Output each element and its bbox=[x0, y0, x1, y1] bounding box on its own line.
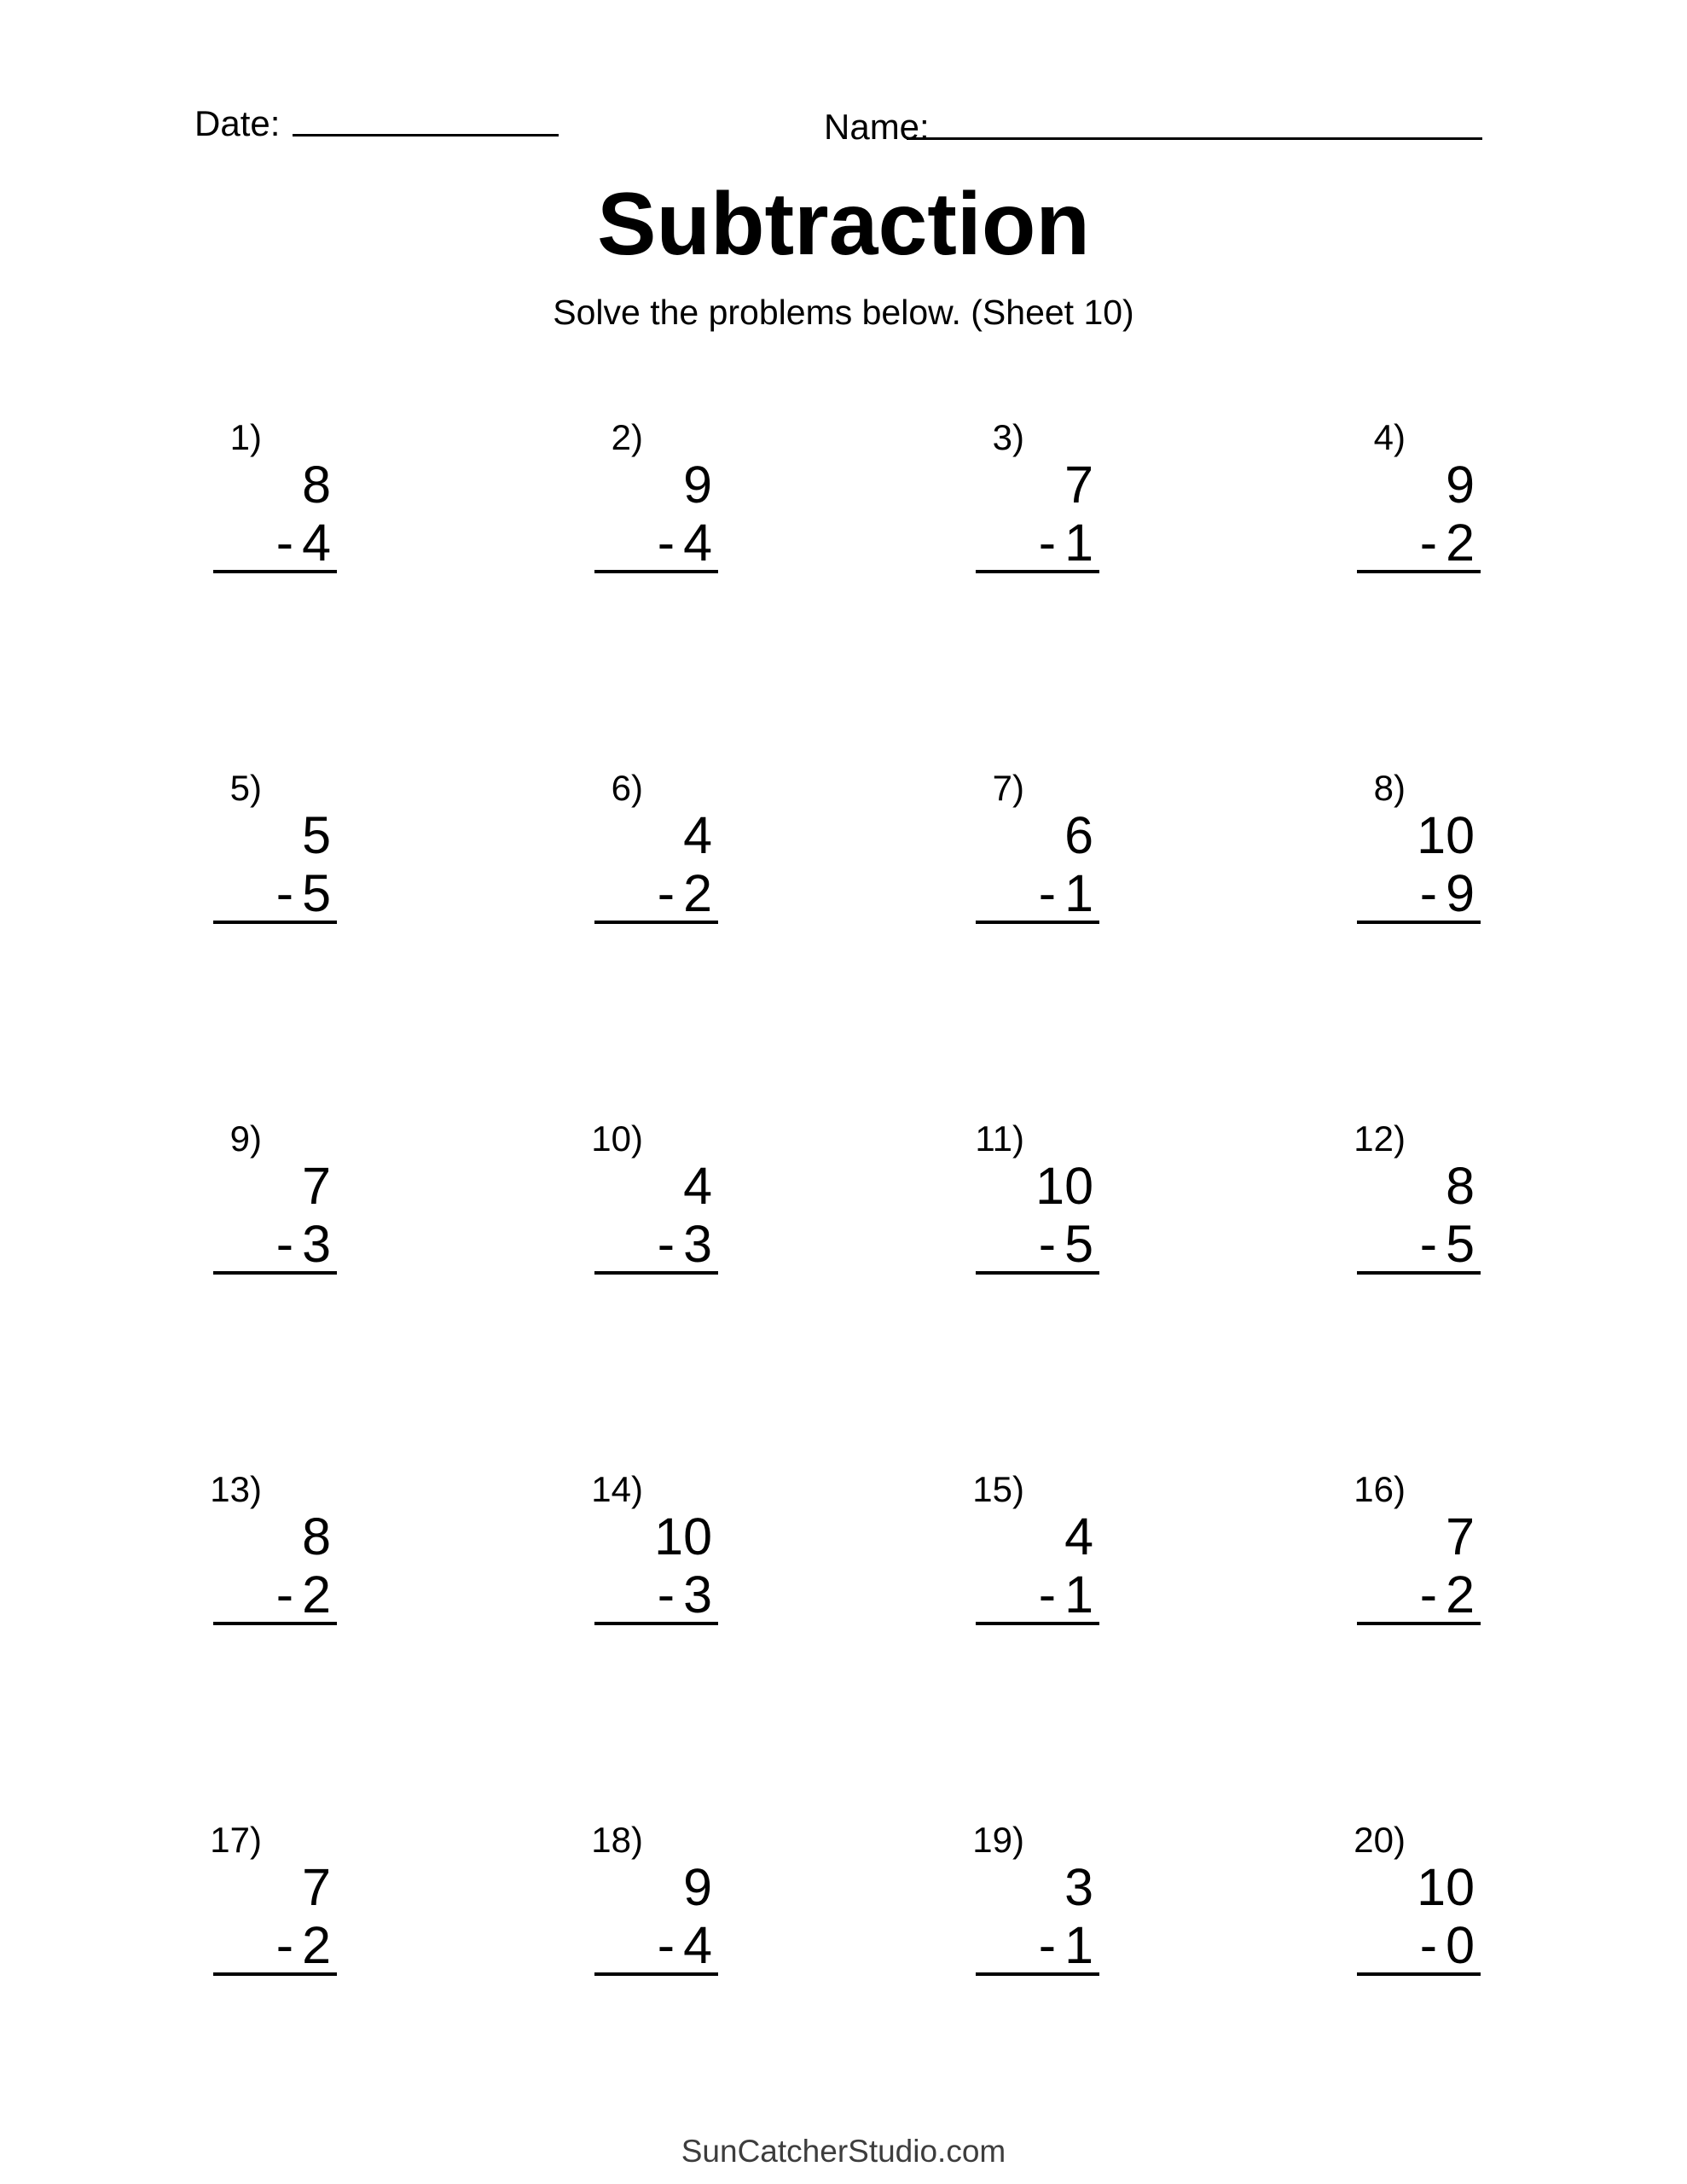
subtraction-row bbox=[1038, 1215, 1093, 1273]
subtraction-row bbox=[275, 864, 331, 922]
minus-operator: - bbox=[1419, 864, 1438, 922]
problem-cell bbox=[1354, 1118, 1481, 1285]
page-subtitle: Solve the problems below. (Sheet 10) bbox=[553, 293, 1134, 332]
subtrahend: 1 bbox=[1064, 864, 1093, 922]
problem-cell bbox=[591, 1118, 718, 1285]
subtrahend: 1 bbox=[1064, 1565, 1093, 1623]
subtrahend: 5 bbox=[1446, 1215, 1475, 1273]
subtraction-row bbox=[657, 1565, 712, 1623]
minuend: 10 bbox=[1417, 806, 1475, 864]
answer-line bbox=[594, 570, 718, 573]
subtraction-row bbox=[657, 1215, 712, 1273]
answer-line bbox=[976, 1622, 1099, 1625]
minus-operator: - bbox=[275, 864, 294, 922]
subtraction-row bbox=[275, 1565, 331, 1623]
subtraction-row bbox=[657, 514, 712, 572]
subtrahend: 0 bbox=[1446, 1916, 1475, 1974]
minus-operator: - bbox=[657, 514, 675, 572]
problem-number: 8) bbox=[1373, 768, 1406, 808]
minuend: 10 bbox=[654, 1507, 712, 1565]
problem-cell bbox=[594, 417, 718, 584]
problem-cell bbox=[1357, 770, 1481, 934]
problem-cell bbox=[594, 770, 718, 934]
minuend: 9 bbox=[683, 1858, 712, 1916]
minus-operator: - bbox=[275, 1916, 294, 1974]
subtraction-row bbox=[657, 864, 712, 922]
problem-number: 12) bbox=[1354, 1118, 1406, 1159]
minuend: 7 bbox=[1064, 456, 1093, 514]
problem-number: 15) bbox=[972, 1469, 1024, 1509]
subtraction-row bbox=[657, 1916, 712, 1974]
answer-line bbox=[976, 1271, 1099, 1275]
answer-line bbox=[1357, 570, 1481, 573]
subtraction-row bbox=[1419, 864, 1475, 922]
problem-number: 5) bbox=[229, 768, 262, 808]
minus-operator: - bbox=[275, 1215, 294, 1273]
minuend: 4 bbox=[1064, 1507, 1093, 1565]
problem-cell bbox=[210, 1469, 337, 1635]
minus-operator: - bbox=[1038, 514, 1057, 572]
minus-operator: - bbox=[1419, 1916, 1438, 1974]
problem-cell bbox=[210, 1820, 337, 1986]
answer-line bbox=[1357, 1271, 1481, 1275]
subtrahend: 2 bbox=[683, 864, 712, 922]
minuend: 10 bbox=[1035, 1157, 1093, 1215]
minus-operator: - bbox=[657, 1916, 675, 1974]
minus-operator: - bbox=[1419, 1215, 1438, 1273]
subtrahend: 1 bbox=[1064, 514, 1093, 572]
problem-number: 9) bbox=[229, 1118, 262, 1159]
answer-line bbox=[594, 921, 718, 924]
subtraction-row bbox=[275, 1215, 331, 1273]
minus-operator: - bbox=[1419, 1565, 1438, 1623]
problem-cell bbox=[591, 1469, 718, 1635]
problem-cell bbox=[213, 1118, 337, 1285]
subtrahend: 9 bbox=[1446, 864, 1475, 922]
problem-cell bbox=[213, 770, 337, 934]
subtrahend: 5 bbox=[302, 864, 331, 922]
minuend: 8 bbox=[302, 456, 331, 514]
answer-line bbox=[594, 1622, 718, 1625]
minuend: 7 bbox=[302, 1858, 331, 1916]
problem-number: 1) bbox=[229, 417, 262, 457]
problem-number: 17) bbox=[210, 1820, 262, 1860]
problem-number: 14) bbox=[591, 1469, 643, 1509]
answer-line bbox=[976, 1972, 1099, 1976]
answer-line bbox=[594, 1972, 718, 1976]
problem-number: 16) bbox=[1354, 1469, 1406, 1509]
answer-line bbox=[213, 1972, 337, 1976]
minuend: 5 bbox=[302, 806, 331, 864]
problem-number: 3) bbox=[992, 417, 1024, 457]
answer-line bbox=[1357, 1972, 1481, 1976]
problem-cell bbox=[975, 1118, 1099, 1285]
problem-number: 11) bbox=[975, 1118, 1024, 1159]
minuend: 8 bbox=[302, 1507, 331, 1565]
subtrahend: 3 bbox=[683, 1565, 712, 1623]
minuend: 8 bbox=[1446, 1157, 1475, 1215]
minuend: 4 bbox=[683, 1157, 712, 1215]
problem-cell bbox=[976, 770, 1099, 934]
answer-line bbox=[594, 1271, 718, 1275]
page-title: Subtraction bbox=[597, 175, 1090, 274]
name-label: Name: bbox=[824, 107, 930, 147]
subtraction-row bbox=[1419, 1916, 1475, 1974]
answer-line bbox=[213, 921, 337, 924]
subtrahend: 2 bbox=[1446, 1565, 1475, 1623]
problem-cell bbox=[591, 1820, 718, 1986]
subtraction-row bbox=[1419, 1565, 1475, 1623]
problem-number: 18) bbox=[591, 1820, 643, 1860]
minuend: 10 bbox=[1417, 1858, 1475, 1916]
minus-operator: - bbox=[1038, 1565, 1057, 1623]
answer-line bbox=[1357, 1622, 1481, 1625]
subtraction-row bbox=[1038, 1565, 1093, 1623]
answer-line bbox=[1357, 921, 1481, 924]
subtrahend: 4 bbox=[683, 514, 712, 572]
minuend: 6 bbox=[1064, 806, 1093, 864]
date-label: Date: bbox=[194, 103, 281, 143]
subtrahend: 3 bbox=[683, 1215, 712, 1273]
minuend: 7 bbox=[302, 1157, 331, 1215]
subtraction-row bbox=[275, 1916, 331, 1974]
problem-cell bbox=[1354, 1469, 1481, 1635]
answer-line bbox=[213, 570, 337, 573]
subtrahend: 2 bbox=[302, 1916, 331, 1974]
answer-line bbox=[976, 570, 1099, 573]
problem-cell bbox=[972, 1820, 1099, 1986]
answer-line bbox=[213, 1622, 337, 1625]
minus-operator: - bbox=[275, 514, 294, 572]
problem-number: 4) bbox=[1373, 417, 1406, 457]
problem-number: 13) bbox=[210, 1469, 262, 1509]
minuend: 4 bbox=[683, 806, 712, 864]
subtrahend: 4 bbox=[302, 514, 331, 572]
subtraction-row bbox=[275, 514, 331, 572]
minus-operator: - bbox=[657, 1565, 675, 1623]
problem-cell bbox=[213, 417, 337, 584]
subtrahend: 2 bbox=[302, 1565, 331, 1623]
minuend: 9 bbox=[1446, 456, 1475, 514]
minus-operator: - bbox=[657, 864, 675, 922]
subtraction-row bbox=[1419, 514, 1475, 572]
problem-number: 6) bbox=[611, 768, 643, 808]
problem-number: 7) bbox=[992, 768, 1024, 808]
subtrahend: 4 bbox=[683, 1916, 712, 1974]
subtraction-row bbox=[1038, 864, 1093, 922]
minus-operator: - bbox=[1038, 1215, 1057, 1273]
answer-line bbox=[976, 921, 1099, 924]
minus-operator: - bbox=[657, 1215, 675, 1273]
minuend: 7 bbox=[1446, 1507, 1475, 1565]
subtraction-row bbox=[1038, 514, 1093, 572]
problem-number: 10) bbox=[591, 1118, 643, 1159]
minuend: 3 bbox=[1064, 1858, 1093, 1916]
answer-line bbox=[213, 1271, 337, 1275]
subtrahend: 2 bbox=[1446, 514, 1475, 572]
minus-operator: - bbox=[1419, 514, 1438, 572]
minus-operator: - bbox=[1038, 1916, 1057, 1974]
subtraction-row bbox=[1419, 1215, 1475, 1273]
problem-number: 2) bbox=[611, 417, 643, 457]
minus-operator: - bbox=[275, 1565, 294, 1623]
footer-credit: SunCatcherStudio.com bbox=[681, 2134, 1006, 2169]
problem-cell bbox=[976, 417, 1099, 584]
subtrahend: 5 bbox=[1064, 1215, 1093, 1273]
subtrahend: 1 bbox=[1064, 1916, 1093, 1974]
minuend: 9 bbox=[683, 456, 712, 514]
minus-operator: - bbox=[1038, 864, 1057, 922]
problem-cell bbox=[972, 1469, 1099, 1635]
problem-number: 19) bbox=[972, 1820, 1024, 1860]
problem-cell bbox=[1357, 417, 1481, 584]
subtrahend: 3 bbox=[302, 1215, 331, 1273]
problem-cell bbox=[1354, 1820, 1481, 1986]
problem-number: 20) bbox=[1354, 1820, 1406, 1860]
subtraction-row bbox=[1038, 1916, 1093, 1974]
